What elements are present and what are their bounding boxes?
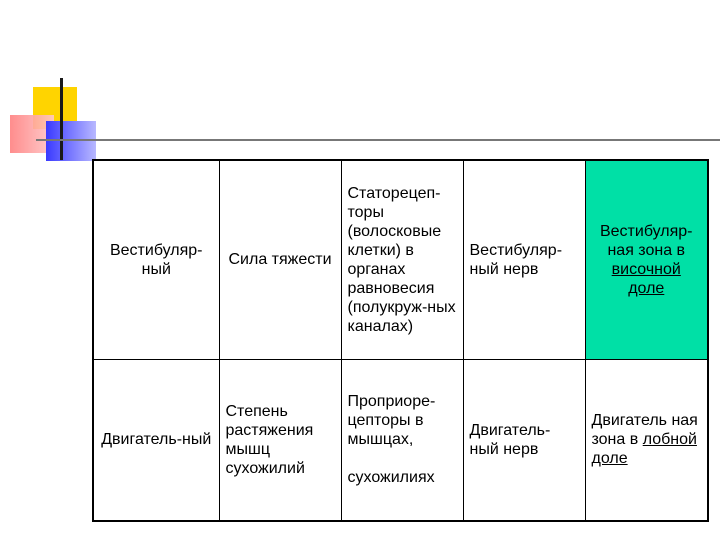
cell-cortex-zone: Двигатель ная зона в лобной доле	[585, 359, 708, 521]
cell-analyzer: Вестибуляр-ный	[93, 160, 219, 359]
cell-stimulus: Степень растяжения мышц сухожилий	[219, 359, 341, 521]
cortex-zone-underlined: лобной доле	[591, 431, 697, 468]
cell-nerve: Вестибуляр-ный нерв	[463, 160, 585, 359]
ornament-blue-square	[46, 121, 96, 161]
analyzers-table	[92, 159, 709, 522]
table-row	[93, 359, 708, 521]
cell-stimulus: Сила тяжести	[219, 160, 341, 359]
table-row	[93, 160, 708, 359]
cell-cortex-zone: Вестибуляр-ная зона в височной доле	[585, 160, 708, 359]
ornament-vertical-line	[60, 78, 63, 160]
cell-analyzer: Двигатель-ный	[93, 359, 219, 521]
cell-nerve: Двигатель-ный нерв	[463, 359, 585, 521]
cortex-zone-underlined: височной доле	[611, 260, 681, 297]
ornament-horizontal-line	[36, 139, 720, 141]
cell-receptors: Статорецеп-торы (волосковые клетки) в органах равновесия (полукруж-ных каналах)	[341, 160, 463, 359]
cell-receptors: Проприоре-цепторы в мышцах, сухожилиях	[341, 359, 463, 521]
